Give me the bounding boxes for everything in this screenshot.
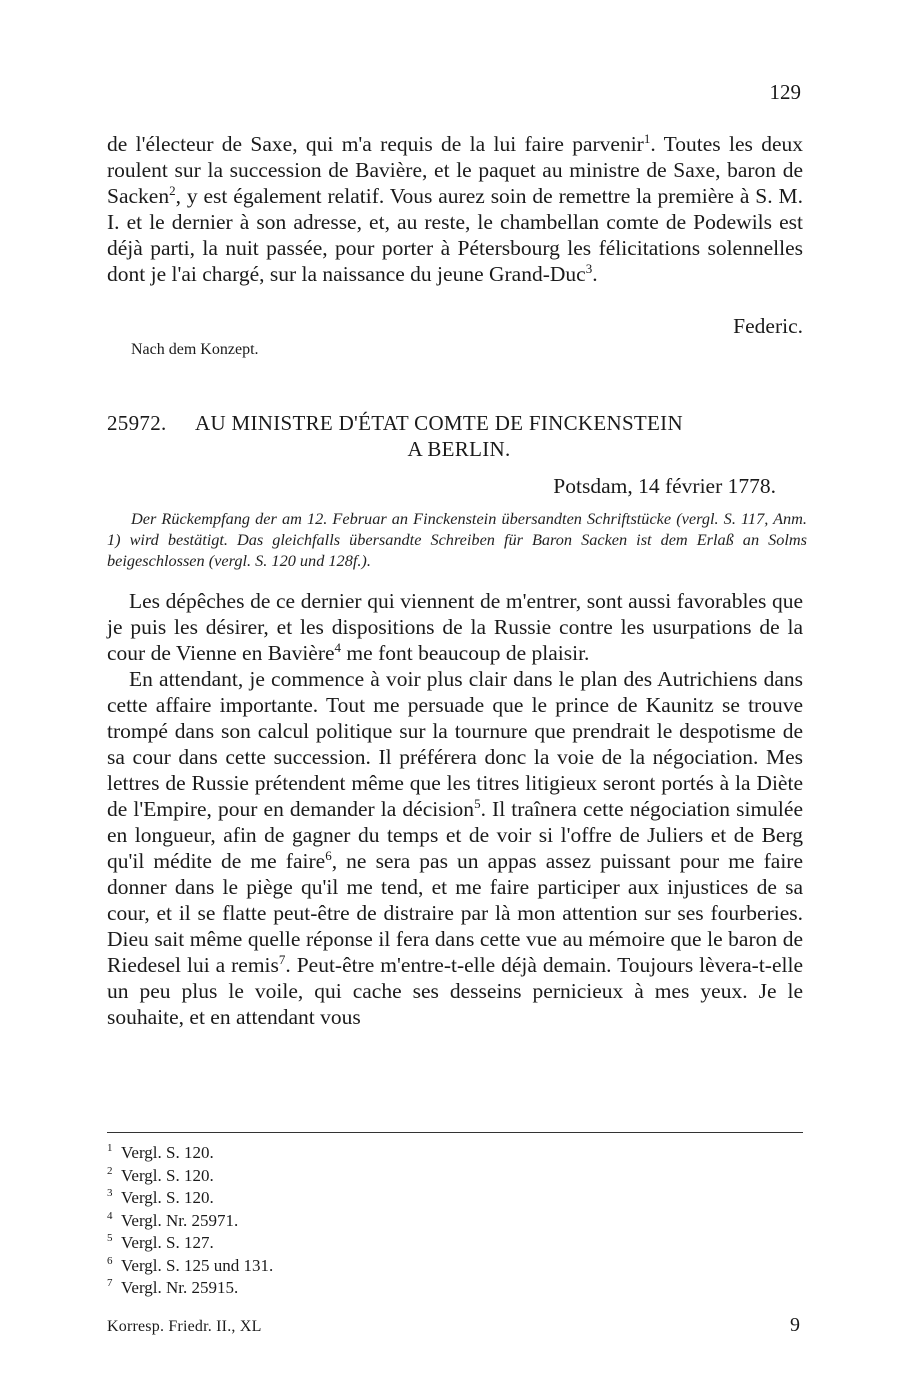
place-date: Potsdam, 14 février 1778.	[553, 474, 776, 498]
text-segment: Les dépêches de ce dernier qui viennent de m'entrer, sont aussi favorables que je puis les désirer, et les dispositions de la Russie contre les usurpations de la cour de Vienne en Bavière	[107, 589, 803, 665]
text-segment: de l'électeur de Saxe, qui m'a requis de la lui faire parvenir	[107, 132, 644, 156]
footer-signature: Korresp. Friedr. II., XL	[107, 1318, 262, 1335]
text-segment: En attendant, je commence à voir plus clair dans le plan des Autrichiens dans cette affaire importante. Tout me persuade que le prince de Kaunitz se trouve trompé dans son calcul politique sur la tournure que prendrait le despotisme de sa cour dans cette succession. Il préférera donc la voie de la négociation. Mes lettres de Russie prétendent même que les titres litigieux seront portés à la Diète de l'Empire, pour en demander la décision	[107, 667, 803, 821]
footnote-ref: 7	[278, 951, 286, 967]
paragraph	[107, 666, 803, 1030]
footnote: $^2$ Vergl. S. 120.	[107, 1164, 214, 1185]
footnote: $^6$ Vergl. S. 125 und 131.	[107, 1254, 274, 1275]
text-segment: me font beaucoup de plaisir.	[341, 641, 590, 665]
footnote-ref: 6	[325, 847, 332, 863]
text-segment: . Il traînera cette négociation simulée en longueur, afin de gagner du temps et de voir si l'offre de Juliers et de Berg qu'il médite de me faire	[107, 797, 803, 873]
footnote-ref: 5	[474, 795, 481, 811]
footnote-text: Vergl. S. 125 und 131.	[121, 1255, 274, 1275]
letter-number: 25972.	[107, 411, 167, 435]
text-segment: .	[592, 262, 598, 286]
footnote: $^4$ Vergl. Nr. 25971.	[107, 1209, 239, 1230]
text-segment: , y est également relatif. Vous aurez soin de remettre la première à S. M. I. et le dernier à son adresse, et, au reste, le chambellan comte de Podewils est déjà parti, la nuit passée, pour porter à Pétersbourg les félicitations solennelles dont je l'ai chargé, sur la naissance du jeune Grand-Duc	[107, 184, 803, 286]
previous-letter-text	[107, 131, 803, 287]
letter-destination: A BERLIN.	[407, 437, 511, 461]
footnote-text: Vergl. Nr. 25971.	[121, 1210, 239, 1230]
footnote-text: Vergl. Nr. 25915.	[121, 1278, 239, 1297]
text-segment: . Peut-être m'entre-t-elle déjà demain. Toujours lèvera-t-elle un peu plus le voile, qui cache ses desseins pernicieux à mes yeux. Je le souhaite, et en attendant vous	[107, 953, 803, 1029]
text-segment: . Toutes les deux roulent sur la succession de Bavière, et le paquet au ministre de Saxe, baron de Sacken	[107, 132, 803, 208]
text-segment: , ne sera pas un appas assez puissant pour me faire donner dans le piège qu'il me tend, et me faire participer aux injustices de sa cour, et il se flatte peut-être de distraire par là mon attention sur ses fourberies. Dieu sait même quelle réponse il fera dans cette vue au mémoire que le baron de Riedesel lui a remis	[107, 849, 804, 977]
footnote-text: Vergl. S. 127.	[121, 1233, 214, 1252]
footnote: $^3$ Vergl. S. 120.	[107, 1187, 214, 1207]
letter-addressee: AU MINISTRE D'ÉTAT COMTE DE FINCKENSTEIN	[195, 411, 683, 435]
footnote-text: Vergl. S. 120.	[121, 1188, 214, 1207]
letter-body	[107, 588, 803, 1030]
footnote-ref: 4	[334, 639, 342, 655]
footnote-text: Vergl. S. 120.	[121, 1143, 214, 1162]
footnote-ref: 1	[643, 130, 651, 146]
page-number: 129	[769, 80, 801, 104]
letter-heading	[107, 410, 803, 462]
footnotes-list	[107, 1142, 273, 1300]
footnote: $^1$ Vergl. S. 120.	[107, 1142, 214, 1162]
footer-sheet-number: 9	[790, 1314, 800, 1336]
editorial-summary	[107, 508, 807, 571]
source-note: Nach dem Konzept.	[131, 341, 259, 358]
footnote-ref: 2	[169, 182, 176, 198]
paragraph	[107, 588, 803, 666]
footnote-text: Vergl. S. 120.	[121, 1165, 214, 1185]
footnote: $^5$ Vergl. S. 127.	[107, 1232, 214, 1252]
signature: Federic.	[733, 314, 803, 338]
footnote-ref: 3	[585, 260, 593, 276]
summary-text: Der Rückempfang der am 12. Februar an Finckenstein übersandten Schriftstücke (vergl. S. 117, Anm. 1) wird bestätigt. Das gleichfalls übersandte Schreiben für Baron Sacken ist dem Erlaß an Solms beigeschlossen (vergl. S. 120 und 128f.).	[107, 509, 807, 570]
footnote-divider	[107, 1132, 803, 1133]
footnote: $^7$ Vergl. Nr. 25915.	[107, 1277, 239, 1297]
